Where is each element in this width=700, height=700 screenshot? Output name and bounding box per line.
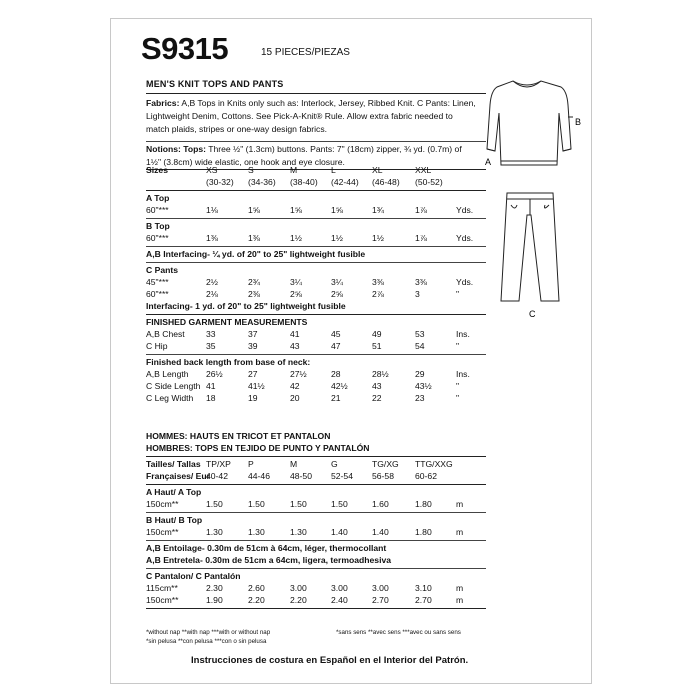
unit-label: Yds. [456,233,474,243]
footnote-english: *without nap **with nap ***with or without nap [146,629,271,636]
cell-value: 28½ [372,369,389,379]
cell-value: 1.80 [415,499,432,509]
cell-value: 2⅛ [206,289,218,299]
interfacing-c-note [146,301,486,313]
cell-value: 2⅝ [331,289,343,299]
cell-value: 27 [248,369,258,379]
cell-value: 3.10 [415,583,432,593]
cell-value: 41½ [248,381,265,391]
cell-value: 45 [331,329,341,339]
size-range: 52-54 [331,471,353,481]
cell-value: 53 [415,329,425,339]
size-header: M [290,459,298,469]
cell-value: 1½ [290,233,302,243]
section-label: HOMBRES: TOPS EN TEJIDO DE PUNTO Y PANTALÓN [146,443,370,453]
table-row [146,369,486,381]
size-range: 44-46 [248,471,270,481]
size-range: 48-50 [290,471,312,481]
cell-value: 19 [248,393,258,403]
knit-top-illustration [487,81,573,165]
divider [146,262,486,263]
size-header: TP/XP [206,459,231,469]
sizes-row [146,459,486,471]
section-label: A,B Entretela- 0.30m de 51cm a 64cm, ligera, termoadhesiva [146,555,392,565]
table-row [146,583,486,595]
divider [146,540,486,541]
a-haut-title [146,487,486,499]
divider [146,218,486,219]
fabrics-paragraph [146,97,476,136]
cell-value: 2½ [206,277,218,287]
cell-value: 1.30 [206,527,223,537]
divider [146,568,486,569]
unit-label: m [456,499,464,509]
cell-value: 1⅛ [206,205,218,215]
size-range: (30-32) [206,177,234,187]
pattern-envelope-back [110,18,592,684]
cell-value: 1.90 [206,595,223,605]
garment-illustrations [483,65,583,335]
size-range: (50-52) [415,177,443,187]
row-label: C Leg Width [146,393,194,403]
cell-value: 54 [415,341,425,351]
cell-value: 2.60 [248,583,265,593]
eur-label: Françaises/ Eur [146,471,211,481]
cell-value: 1⅜ [206,233,218,243]
section-label: A,B Entoilage- 0.30m de 51cm à 64cm, léger, thermocollant [146,543,387,553]
cell-value: 1⅝ [248,205,260,215]
size-range: 56-58 [372,471,394,481]
cell-value: 3⅜ [372,277,384,287]
row-label: C Side Length [146,381,201,391]
b-haut-title [146,515,486,527]
unit-label: m [456,527,464,537]
entretela-note [146,555,486,567]
cell-value: 1.50 [331,499,348,509]
size-header: P [248,459,254,469]
table-row [146,329,486,341]
english-yardage-table [146,165,486,405]
unit-label: " [456,393,460,403]
cell-value: 51 [372,341,382,351]
cell-value: 23 [415,393,425,403]
cell-value: 43½ [415,381,432,391]
row-label: 150cm** [146,595,179,605]
cell-value: 3 [415,289,420,299]
cell-value: 2.40 [331,595,348,605]
size-header: S [248,165,254,175]
size-header: XXL [415,165,432,175]
cell-value: 28 [331,369,341,379]
pattern-code: S9315 [141,31,229,66]
cell-value: 18 [206,393,216,403]
sizes-label: Sizes [146,165,168,175]
unit-label: " [456,381,460,391]
divider [146,246,486,247]
cell-value: 1.50 [290,499,307,509]
section-label: HOMMES: HAUTS EN TRICOT ET PANTALON [146,431,331,441]
notions-label: Notions: Tops: [146,144,206,154]
section-label: A Top [146,193,170,203]
illustration-label-c: C [529,309,536,319]
row-label: A,B Chest [146,329,185,339]
cell-value: 21 [331,393,341,403]
size-range: 60-62 [415,471,437,481]
illustration-label-b: B [575,117,582,127]
notions-text: Three ½" (1.3cm) buttons. Pants: 7" (18cm) zipper, ¾ yd. (0.7m) of 1½" (3.8cm) wide elastic, one hook and eye closure. [146,144,462,167]
section-label: Finished back length from base of neck: [146,357,311,367]
back-length-title [146,357,486,369]
divider [146,354,486,355]
cell-value: 42½ [331,381,348,391]
size-header: L [331,165,336,175]
cell-value: 1¾ [372,205,384,215]
unit-label: m [456,583,464,593]
section-label: B Top [146,221,170,231]
row-label: C Hip [146,341,168,351]
size-header: G [331,459,338,469]
cell-value: 1.40 [331,527,348,537]
pants-illustration [501,193,559,301]
size-range: (34-36) [248,177,276,187]
cell-value: 1½ [331,233,343,243]
cell-value: 41 [206,381,216,391]
entoilage-note [146,543,486,555]
size-header: XS [206,165,218,175]
cell-value: 43 [290,341,300,351]
unit-label: " [456,289,460,299]
cell-value: 49 [372,329,382,339]
sizes-row [146,165,486,177]
cell-value: 1.40 [372,527,389,537]
cell-value: 1.30 [248,527,265,537]
size-header: TTG/XXG [415,459,453,469]
unit-label: " [456,341,460,351]
cell-value: 3.00 [372,583,389,593]
cell-value: 1½ [372,233,384,243]
cell-value: 1.30 [290,527,307,537]
cell-value: 1⅝ [290,205,302,215]
finished-measurements-title [146,317,486,329]
cell-value: 43 [372,381,382,391]
interfacing-ab-note [146,249,486,261]
table-row [146,595,486,607]
cell-value: 47 [331,341,341,351]
section-label: A,B Interfacing- ¼ yd. of 20" to 25" lightweight fusible [146,249,366,259]
cell-value: 2.20 [248,595,265,605]
cell-value: 2.70 [415,595,432,605]
table-row [146,277,486,289]
ranges-row [146,177,486,189]
cell-value: 1⅝ [331,205,343,215]
cell-value: 35 [206,341,216,351]
cell-value: 42 [290,381,300,391]
row-label: 150cm** [146,499,179,509]
row-label: 150cm** [146,527,179,537]
cell-value: 1.50 [248,499,265,509]
unit-label: m [456,595,464,605]
footnote-french: *sans sens **avec sens ***avec ou sans sens [336,629,461,636]
cell-value: 3¼ [290,277,302,287]
spanish-instructions-note: Instrucciones de costura en Español en el Interior del Patrón. [191,655,469,666]
cell-value: 3.00 [331,583,348,593]
divider [146,141,486,142]
cell-value: 37 [248,329,258,339]
divider [146,456,486,457]
unit-label: Yds. [456,205,474,215]
table-row [146,381,486,393]
cell-value: 26½ [206,369,223,379]
size-range: 40-42 [206,471,228,481]
divider [146,608,486,609]
pieces-count: 15 PIECES/PIEZAS [261,47,350,58]
cell-value: 29 [415,369,425,379]
cell-value: 2¾ [248,277,260,287]
table-row [146,527,486,539]
table-row [146,499,486,511]
size-header: TG/XG [372,459,399,469]
row-label: 115cm** [146,583,178,593]
section-label: C Pantalon/ C Pantalón [146,571,241,581]
cell-value: 2.70 [372,595,389,605]
fabrics-text: A,B Tops in Knits only such as: Interlock, Jersey, Ribbed Knit. C Pants: Linen, Lightweight Denim, Cottons. See Pick-A-Knit® Rule. Allow extra fabric needed to match plaids, stripes or one-way design fabrics. [146,98,476,134]
cell-value: 1⅞ [415,205,427,215]
pattern-title: MEN'S KNIT TOPS AND PANTS [146,79,284,89]
divider [146,314,486,315]
size-header: M [290,165,298,175]
cell-value: 27½ [290,369,307,379]
a-top-title [146,193,486,205]
cell-value: 1.60 [372,499,389,509]
spanish-title [146,443,486,455]
section-label: FINISHED GARMENT MEASUREMENTS [146,317,308,327]
divider [146,93,486,94]
sizes-label: Tailles/ Tallas [146,459,201,469]
cell-value: 2⅞ [372,289,384,299]
illustration-label-a: A [485,157,492,167]
c-pantalon-title [146,571,486,583]
cell-value: 1⅜ [248,233,260,243]
cell-value: 1⅞ [415,233,427,243]
footnote-spanish: *sin pelusa **con pelusa ***con o sin pelusa [146,638,267,645]
french-spanish-yardage-table [146,431,486,611]
cell-value: 3⅜ [415,277,427,287]
cell-value: 3¼ [331,277,343,287]
unit-label: Ins. [456,369,470,379]
size-range: (46-48) [372,177,400,187]
cell-value: 2.20 [290,595,307,605]
table-row [146,289,486,301]
cell-value: 33 [206,329,216,339]
unit-label: Yds. [456,277,474,287]
eur-row [146,471,486,483]
table-row [146,233,486,245]
row-label: 60"*** [146,289,169,299]
unit-label: Ins. [456,329,470,339]
size-range: (38-40) [290,177,318,187]
cell-value: 2.30 [206,583,223,593]
cell-value: 39 [248,341,258,351]
row-label: 45"*** [146,277,169,287]
table-row [146,393,486,405]
size-header: XL [372,165,383,175]
cell-value: 2⅝ [290,289,302,299]
cell-value: 3.00 [290,583,307,593]
size-range: (42-44) [331,177,359,187]
section-label: C Pants [146,265,178,275]
french-title [146,431,486,443]
section-label: A Haut/ A Top [146,487,202,497]
cell-value: 20 [290,393,300,403]
cell-value: 41 [290,329,300,339]
row-label: A,B Length [146,369,189,379]
cell-value: 1.80 [415,527,432,537]
interfacing-c-text: Interfacing- 1 yd. of 20" to 25" lightweight fusible [146,301,346,311]
cell-value: 22 [372,393,382,403]
table-row [146,205,486,217]
c-pants-title [146,265,486,277]
divider [146,190,486,191]
b-top-title [146,221,486,233]
fabrics-label: Fabrics: [146,98,180,108]
cell-value: 1.50 [206,499,223,509]
table-row [146,341,486,353]
section-label: B Haut/ B Top [146,515,203,525]
row-label: 60"*** [146,205,169,215]
divider [146,484,486,485]
row-label: 60"*** [146,233,169,243]
divider [146,512,486,513]
cell-value: 2⅜ [248,289,260,299]
